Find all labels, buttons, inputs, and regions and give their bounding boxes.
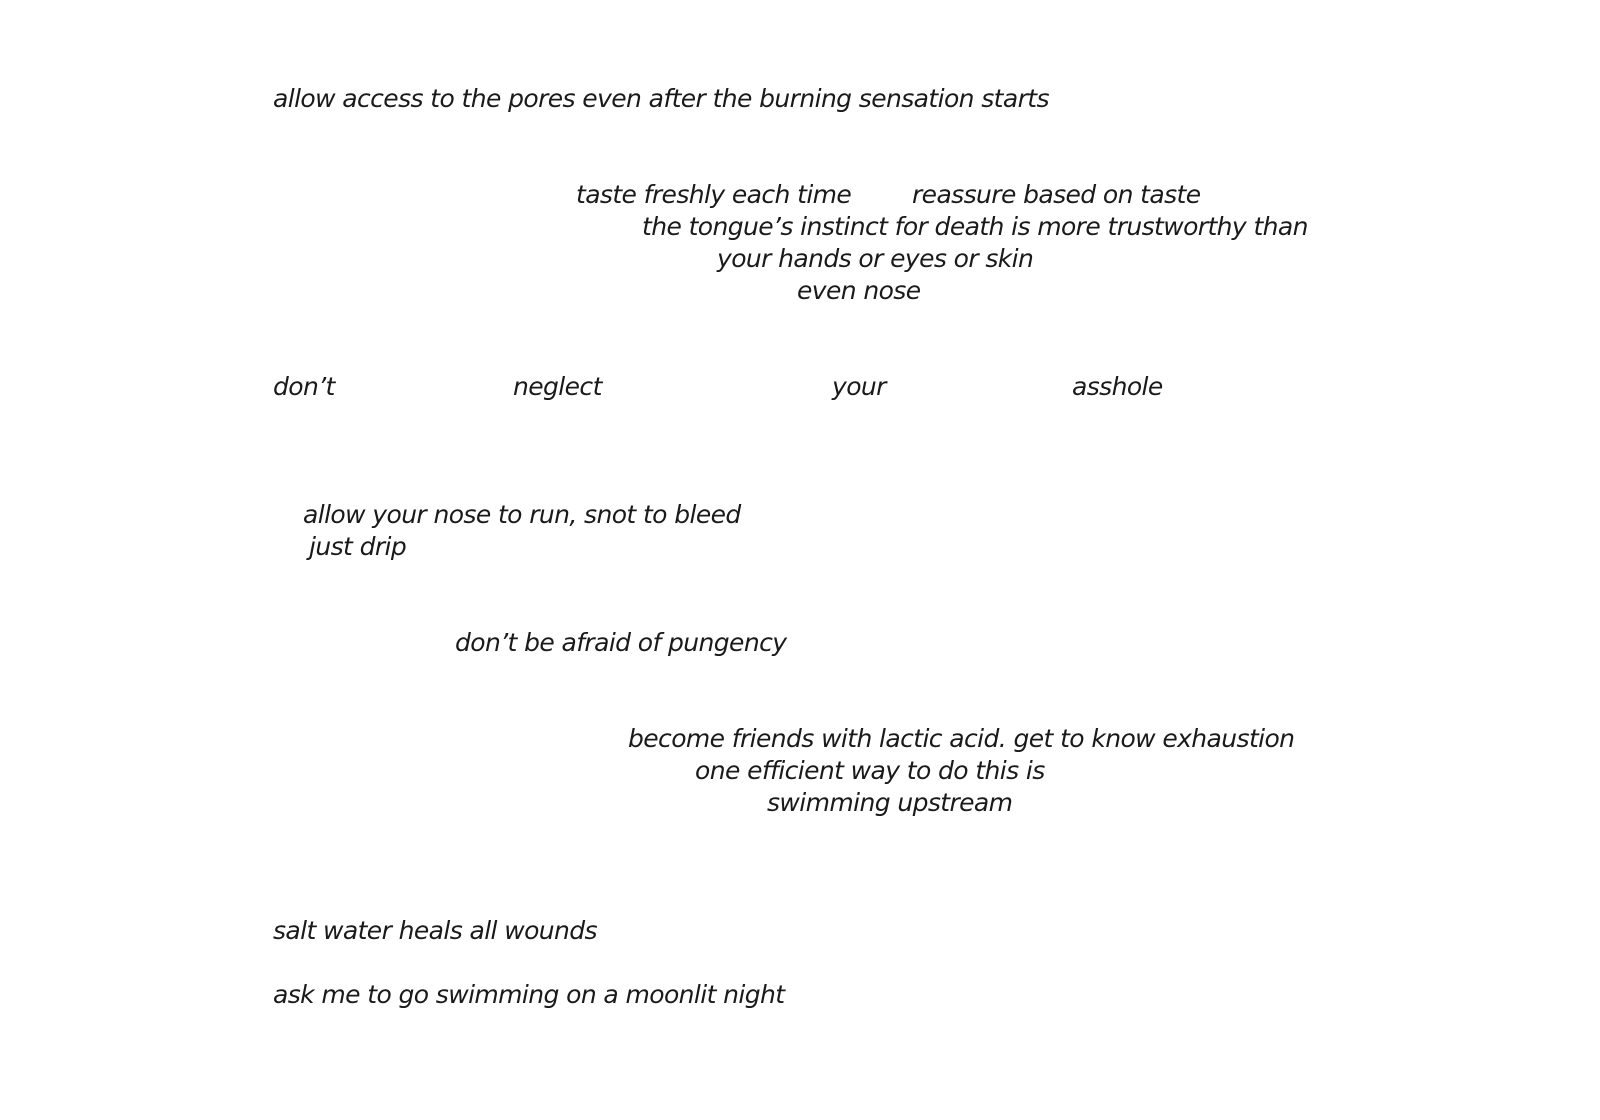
poem-line-nose-run: allow your nose to run, snot to bleed bbox=[303, 500, 741, 529]
poem-line-just-drip: just drip bbox=[309, 532, 407, 561]
poem-line-pores: allow access to the pores even after the burning sensation starts bbox=[273, 84, 1049, 113]
poem-line-moonlit-night: ask me to go swimming on a moonlit night bbox=[273, 980, 785, 1009]
poem-line-tongue-instinct: the tongue’s instinct for death is more trustworthy than bbox=[642, 212, 1308, 241]
poem-line-hands-eyes-skin: your hands or eyes or skin bbox=[717, 244, 1034, 273]
poem-line-pungency: don’t be afraid of pungency bbox=[455, 628, 787, 657]
poem-word-neglect: neglect bbox=[513, 372, 602, 401]
poem-line-efficient-way: one efficient way to do this is bbox=[695, 756, 1045, 785]
poem-line-salt-water: salt water heals all wounds bbox=[273, 916, 597, 945]
poem-line-lactic-acid: become friends with lactic acid. get to know exhaustion bbox=[628, 724, 1295, 753]
poem-line-even-nose: even nose bbox=[797, 276, 921, 305]
poem-word-your: your bbox=[832, 372, 886, 401]
poem-word-asshole: asshole bbox=[1072, 372, 1163, 401]
poem-word-dont: don’t bbox=[273, 372, 335, 401]
poem-line-reassure: reassure based on taste bbox=[912, 180, 1201, 209]
poem-line-swimming-upstream: swimming upstream bbox=[767, 788, 1013, 817]
poem-line-taste-freshly: taste freshly each time bbox=[576, 180, 852, 209]
